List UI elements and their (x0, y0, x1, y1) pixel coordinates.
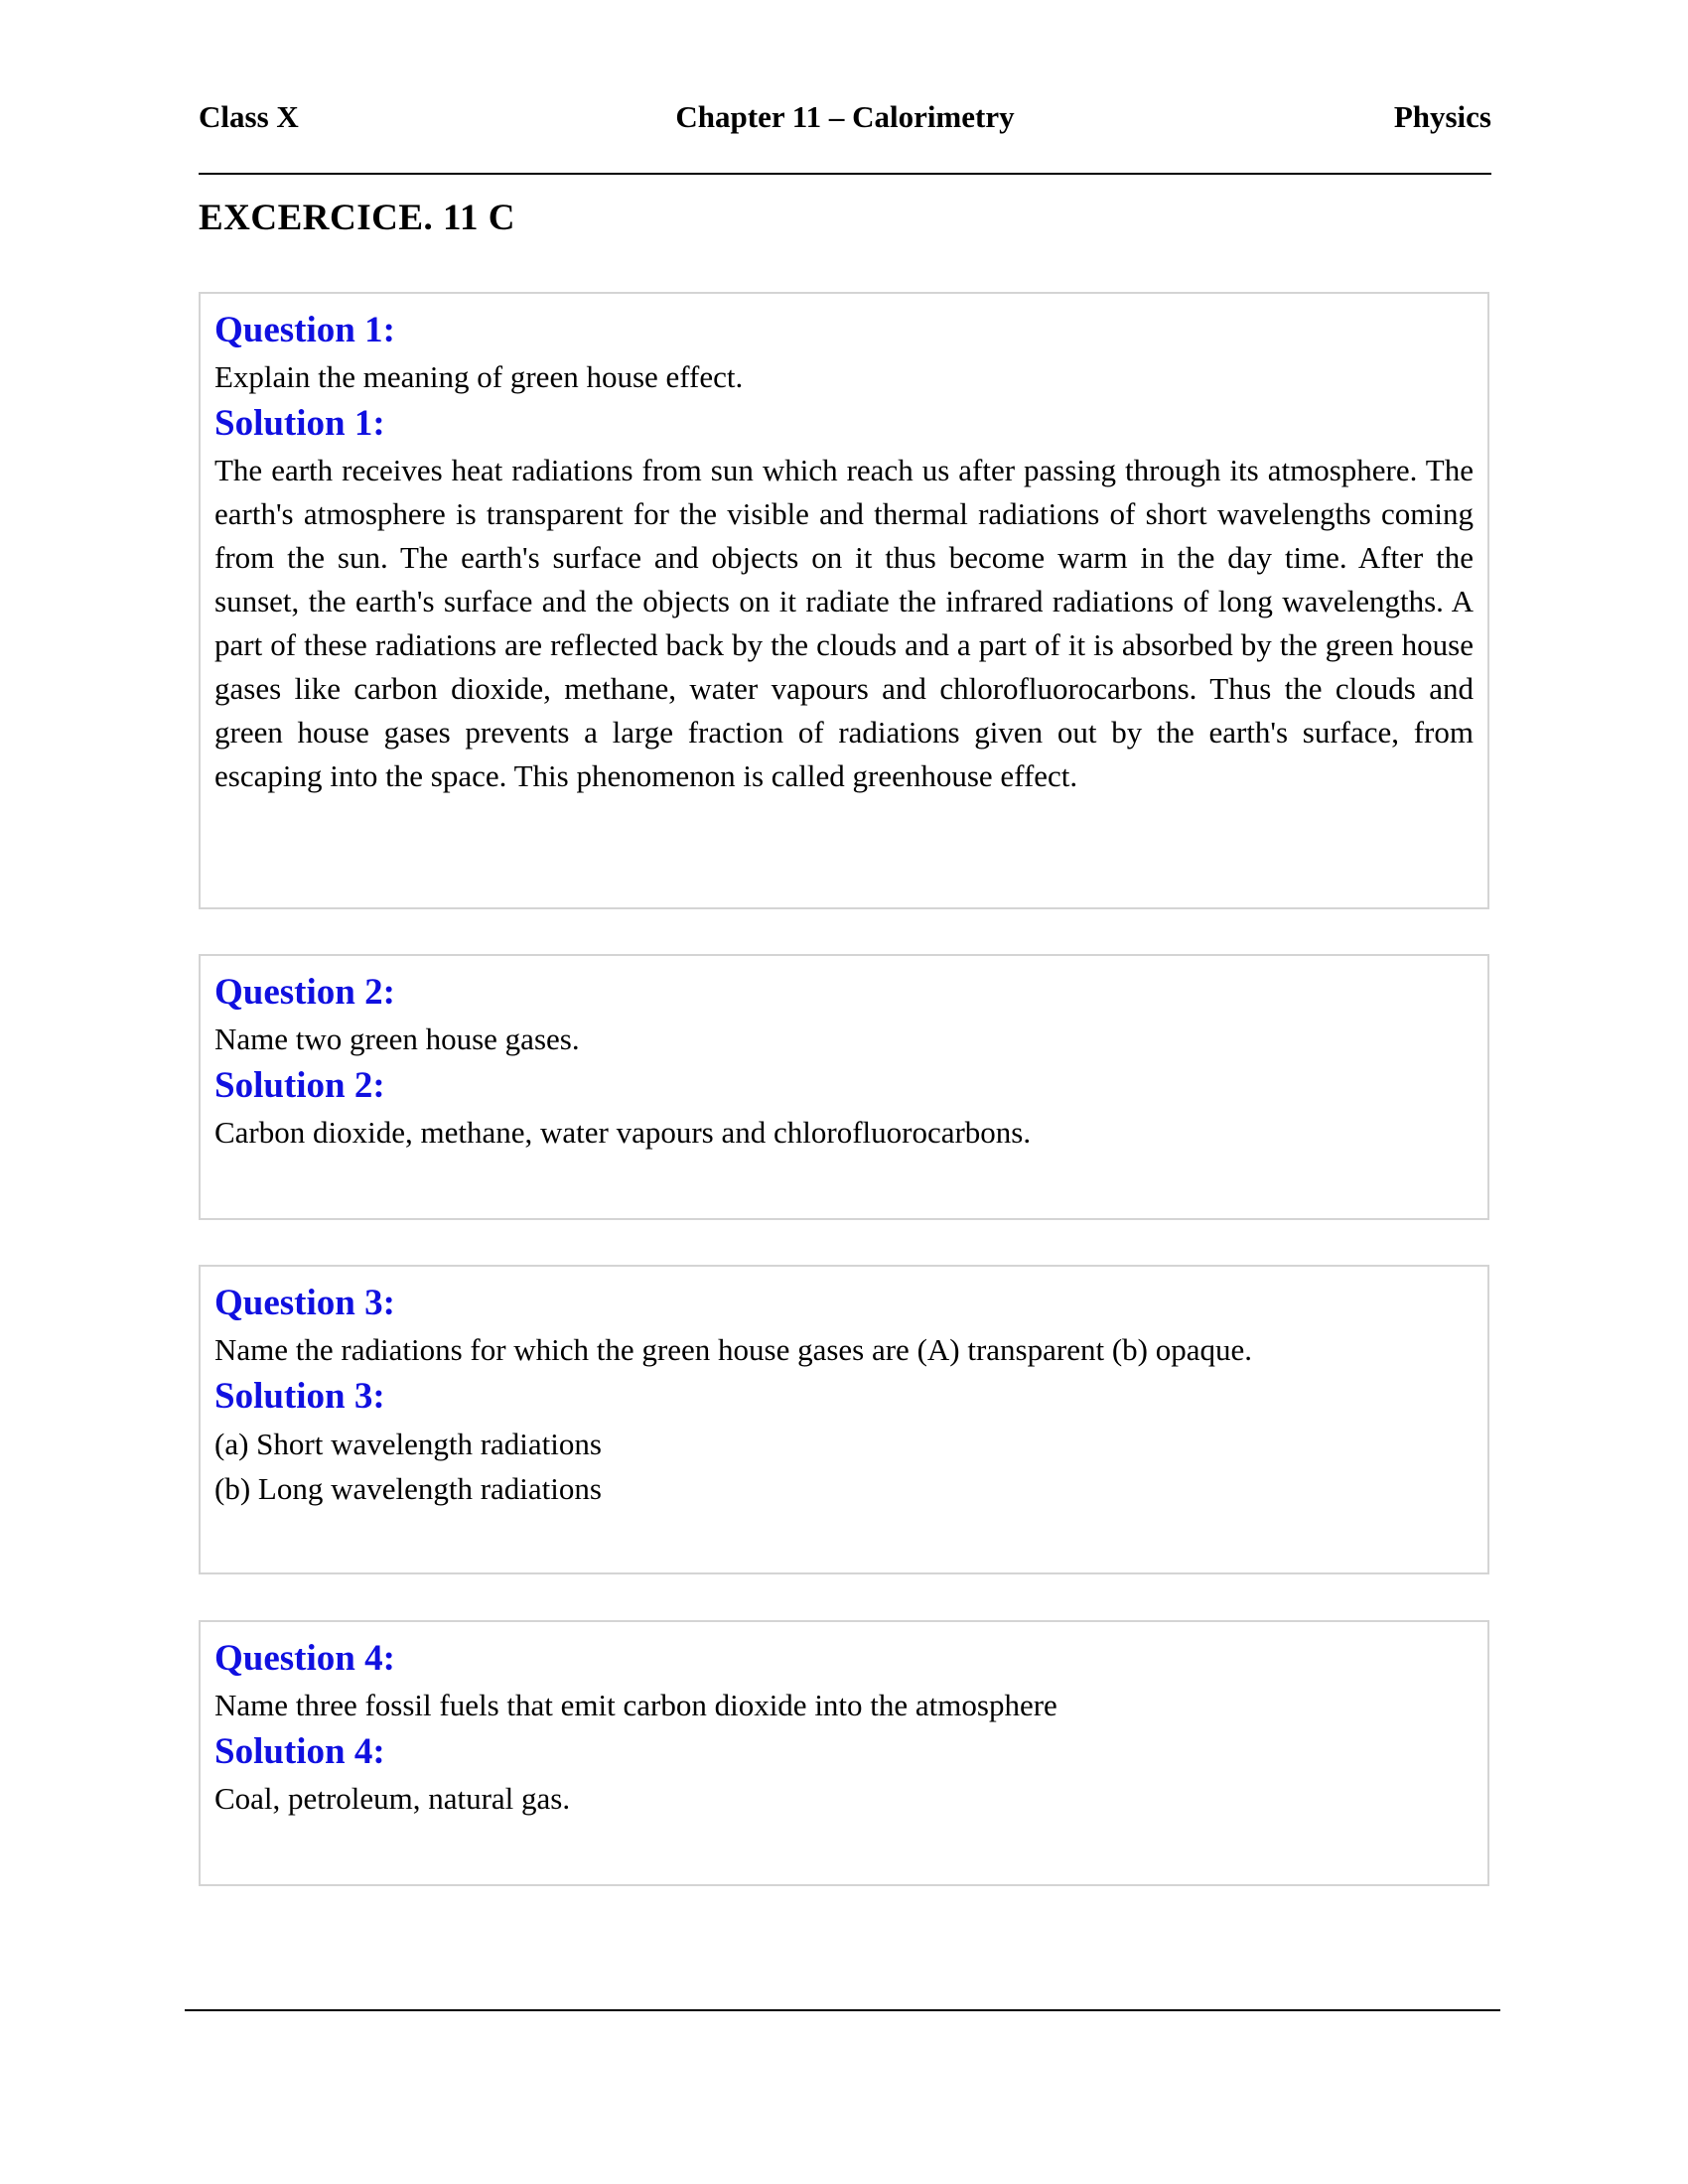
solution-line-a: (a) Short wavelength radiations (214, 1427, 602, 1461)
question-text: Explain the meaning of green house effect. (214, 359, 744, 394)
solution-line-b: (b) Long wavelength radiations (214, 1471, 602, 1506)
question-card-4 (199, 1620, 1489, 1886)
solution-label: Solution 4: (214, 1731, 385, 1772)
page-header (199, 99, 1491, 143)
question-text: Name the radiations for which the green house gases are (A) transparent (b) opaque. (214, 1332, 1252, 1367)
question-card-1 (199, 292, 1489, 909)
question-text: Name three fossil fuels that emit carbon dioxide into the atmosphere (214, 1688, 1057, 1722)
solution-label: Solution 2: (214, 1065, 385, 1106)
footer-divider (185, 2009, 1500, 2011)
solution-label: Solution 3: (214, 1376, 385, 1417)
question-label: Question 3: (214, 1283, 395, 1323)
chapter-title: Chapter 11 – Calorimetry (675, 99, 1015, 134)
question-card-2 (199, 954, 1489, 1220)
question-card-3 (199, 1265, 1489, 1574)
question-label: Question 4: (214, 1638, 395, 1679)
question-label: Question 1: (214, 310, 395, 350)
subject-label: Physics (1393, 99, 1491, 134)
solution-text: Coal, petroleum, natural gas. (214, 1781, 571, 1816)
solution-label: Solution 1: (214, 403, 385, 444)
header-divider (199, 173, 1491, 175)
class-label: Class X (199, 99, 299, 134)
solution-text: Carbon dioxide, methane, water vapours and chlorofluorocarbons. (214, 1115, 1032, 1150)
exercise-title: EXCERCICE. 11 C (199, 198, 515, 238)
question-label: Question 2: (214, 972, 395, 1013)
question-text: Name two green house gases. (214, 1022, 580, 1056)
solution-text: The earth receives heat radiations from sun which reach us after passing through its atmosphere. The earth's atmosphere is transparent for the visible and thermal radiations of short wavelengths coming from the sun. The earth's surface and objects on it thus become warm in the day time. After the sunset, the earth's surface and the objects on it radiate the infrared radiations of long wavelengths. A part of these radiations are reflected back by the clouds and a part of it is absorbed by the green house gases like carbon dioxide, methane, water vapours and chlorofluorocarbons. Thus the clouds and green house gases prevents a large fraction of radiations given out by the earth's surface, from escaping into the space. This phenomenon is called greenhouse effect. (214, 453, 1474, 793)
